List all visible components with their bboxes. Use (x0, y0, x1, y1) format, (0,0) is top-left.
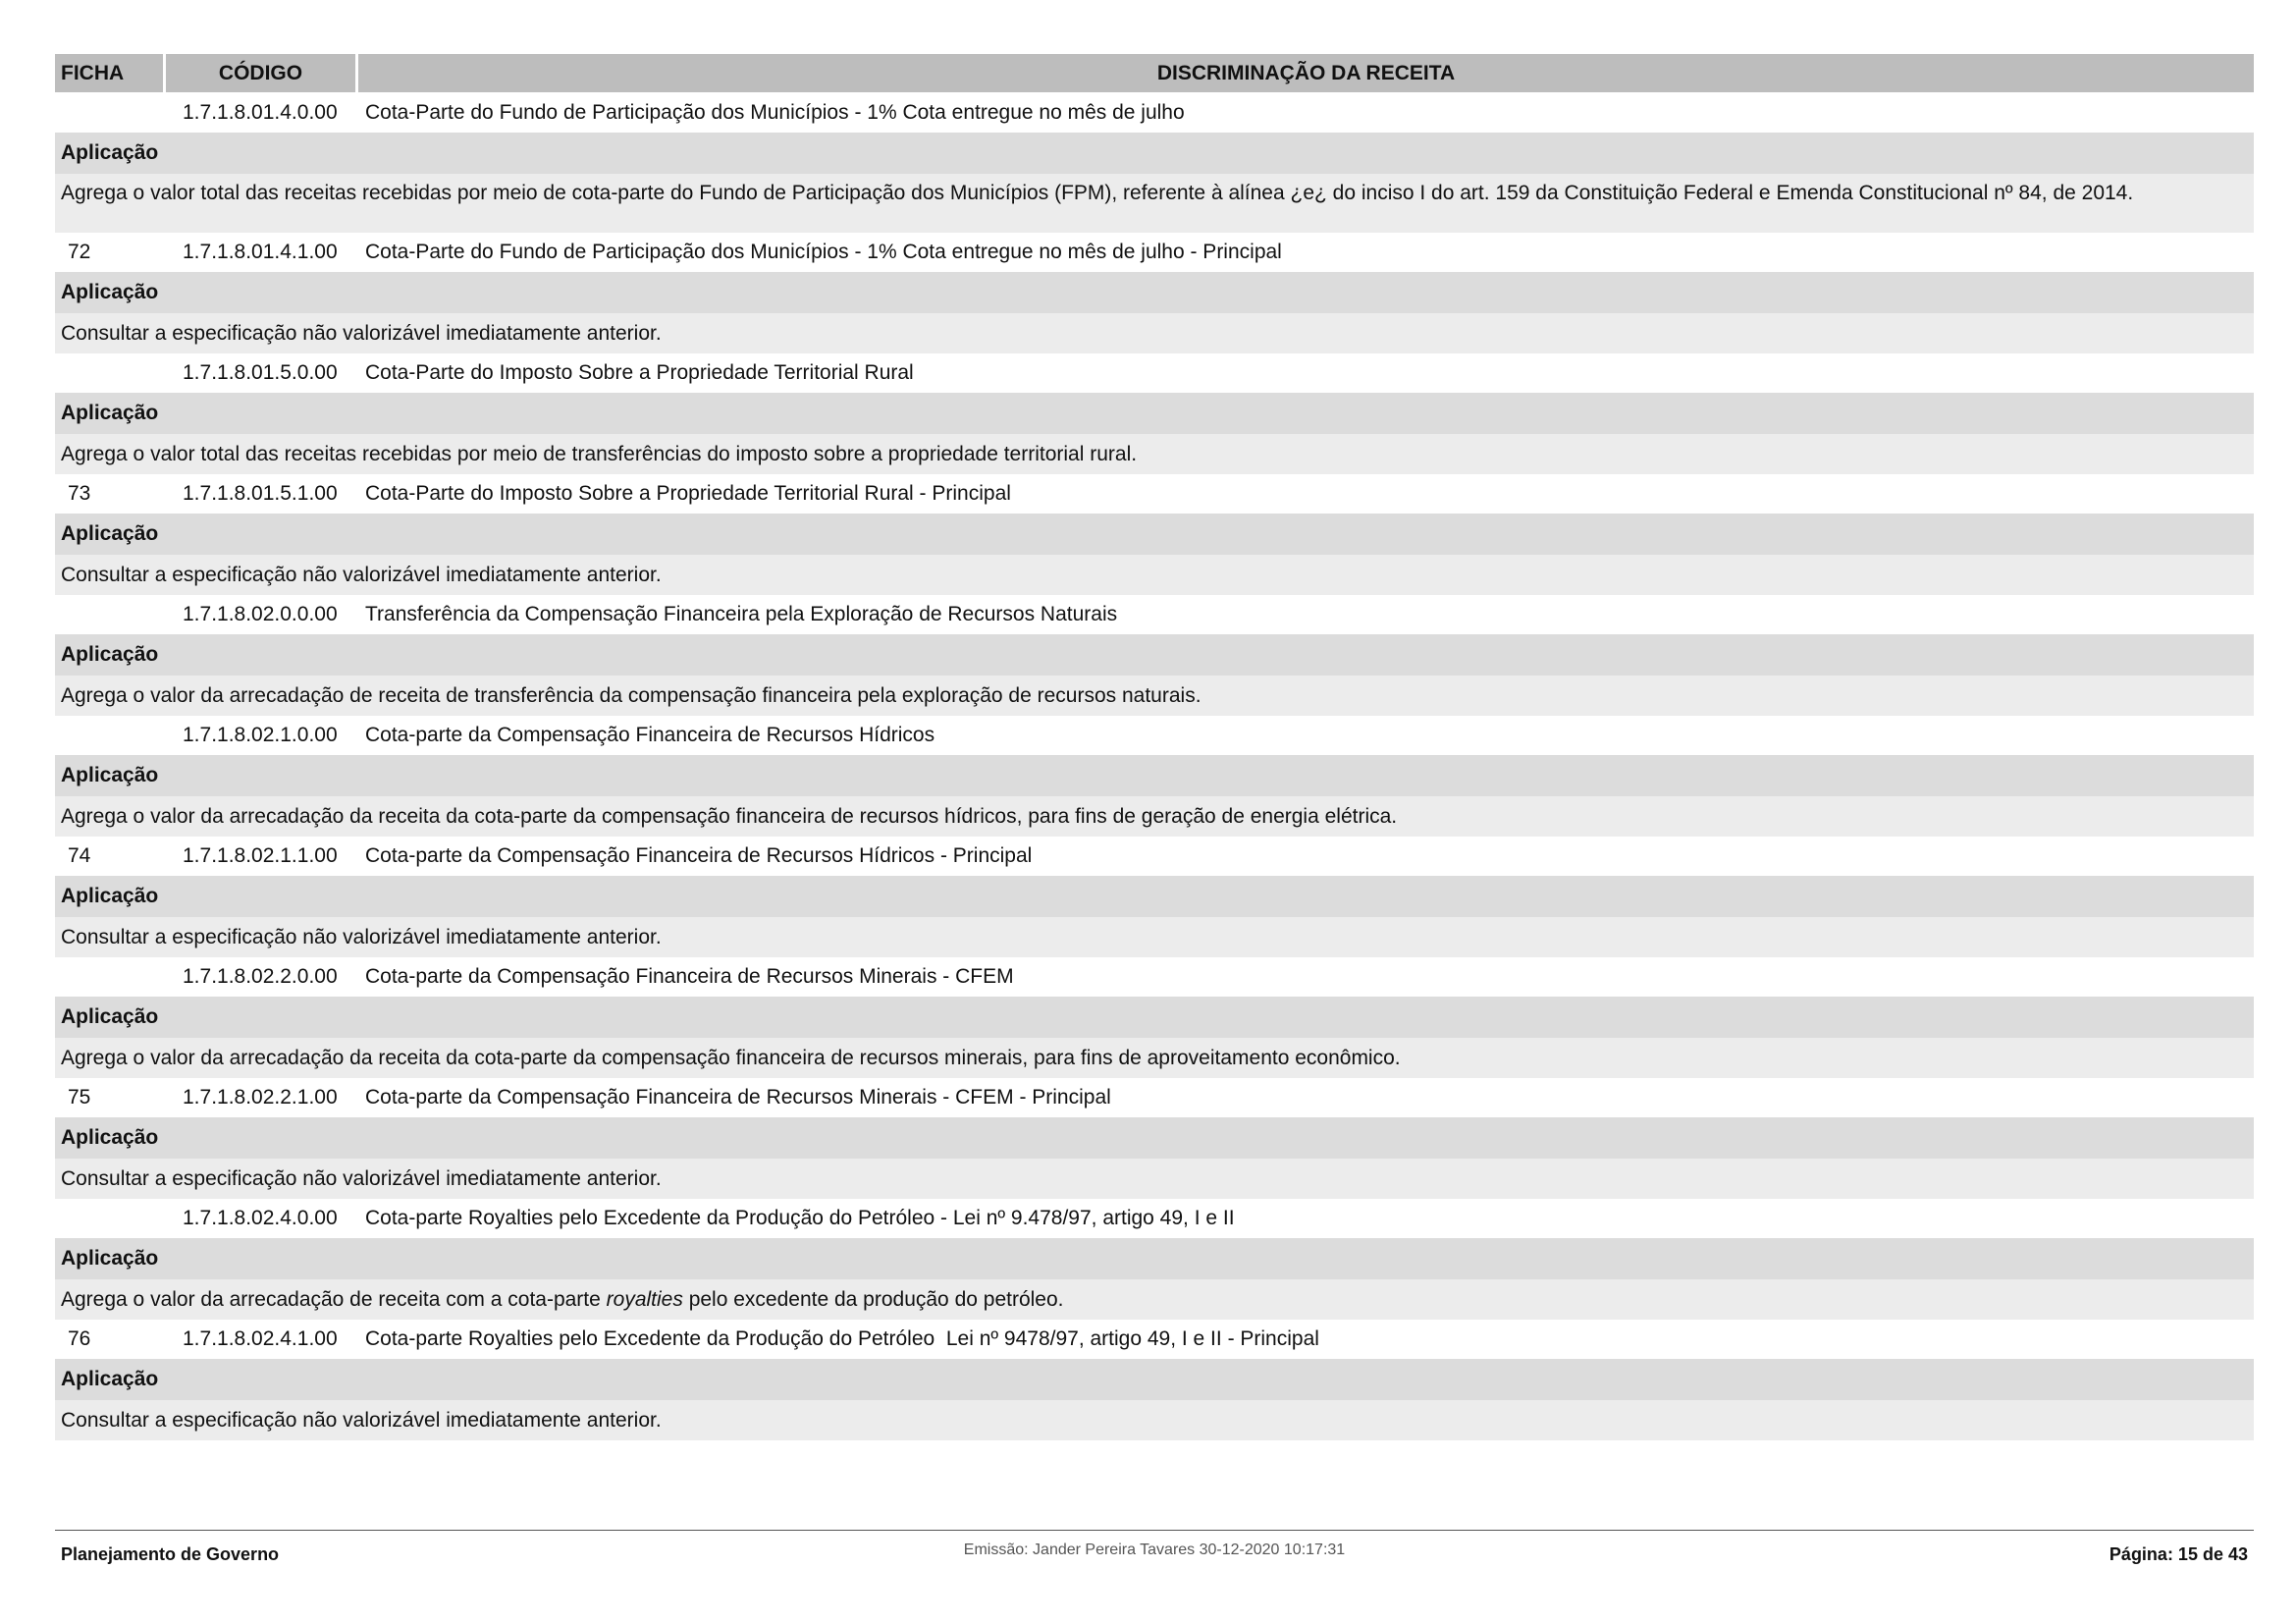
codigo-cell: 1.7.1.8.02.4.0.00 (183, 1207, 338, 1229)
ficha-cell: 73 (68, 482, 91, 505)
table-entry (55, 1199, 2254, 1320)
code-row (55, 716, 2254, 755)
descricao-cell: Cota-parte Royalties pelo Excedente da Produção do Petróleo Lei nº 9478/97, artigo 49, I e II - Principal (365, 1327, 1319, 1350)
descricao-cell: Cota-Parte do Imposto Sobre a Propriedade Territorial Rural (365, 361, 914, 384)
descricao-cell: Cota-parte da Compensação Financeira de Recursos Minerais - CFEM (365, 965, 1014, 988)
codigo-cell: 1.7.1.8.02.2.0.00 (183, 965, 338, 988)
aplicacao-text: Agrega o valor total das receitas recebidas por meio de transferências do imposto sobre a propriedade territorial rural. (55, 434, 2254, 474)
aplicacao-text (55, 1279, 2254, 1320)
aplicacao-label: Aplicação (55, 634, 2254, 676)
descricao-cell: Cota-Parte do Fundo de Participação dos Municípios - 1% Cota entregue no mês de julho - Principal (365, 241, 1282, 263)
aplicacao-label: Aplicação (55, 876, 2254, 917)
header-discriminacao: DISCRIMINAÇÃO DA RECEITA (358, 54, 2254, 92)
descricao-cell: Cota-parte da Compensação Financeira de Recursos Hídricos - Principal (365, 844, 1033, 867)
code-row (55, 1078, 2254, 1117)
codigo-cell: 1.7.1.8.02.2.1.00 (183, 1086, 338, 1109)
descricao-cell: Cota-parte Royalties pelo Excedente da Produção do Petróleo - Lei nº 9.478/97, artigo 49, I e II (365, 1207, 1235, 1229)
descricao-cell: Cota-parte da Compensação Financeira de Recursos Minerais - CFEM - Principal (365, 1086, 1111, 1109)
aplicacao-text: Agrega o valor total das receitas recebidas por meio de cota-parte do Fundo de Participação dos Municípios (FPM), referente à alínea ¿e¿ do inciso I do art. 159 da Constituição Federal e Emenda Constitucional nº 84, de 2014. (55, 174, 2254, 233)
descricao-cell: Cota-parte da Compensação Financeira de Recursos Hídricos (365, 724, 935, 746)
codigo-cell: 1.7.1.8.01.4.1.00 (183, 241, 338, 263)
code-row (55, 957, 2254, 997)
aplicacao-text: Consultar a especificação não valorizável imediatamente anterior. (55, 1159, 2254, 1199)
codigo-cell: 1.7.1.8.02.1.1.00 (183, 844, 338, 867)
descricao-cell: Transferência da Compensação Financeira pela Exploração de Recursos Naturais (365, 603, 1118, 625)
ficha-cell: 74 (68, 844, 91, 867)
aplicacao-text: Consultar a especificação não valorizável imediatamente anterior. (55, 555, 2254, 595)
code-row (55, 233, 2254, 272)
receita-table (55, 54, 2254, 1440)
table-entry (55, 1320, 2254, 1440)
code-row (55, 1199, 2254, 1238)
aplicacao-text: Consultar a especificação não valorizável imediatamente anterior. (55, 917, 2254, 957)
table-entry (55, 837, 2254, 957)
codigo-cell: 1.7.1.8.02.0.0.00 (183, 603, 338, 625)
aplicacao-text: Consultar a especificação não valorizável imediatamente anterior. (55, 313, 2254, 353)
codigo-cell: 1.7.1.8.01.4.0.00 (183, 101, 338, 124)
aplicacao-label: Aplicação (55, 393, 2254, 434)
code-row (55, 837, 2254, 876)
codigo-cell: 1.7.1.8.02.1.0.00 (183, 724, 338, 746)
code-row (55, 353, 2254, 393)
aplicacao-text: Agrega o valor da arrecadação da receita da cota-parte da compensação financeira de recursos minerais, para fins de aproveitamento econômico. (55, 1038, 2254, 1078)
codigo-cell: 1.7.1.8.02.4.1.00 (183, 1327, 338, 1350)
ficha-cell: 72 (68, 241, 91, 263)
descricao-cell: Cota-Parte do Imposto Sobre a Propriedade Territorial Rural - Principal (365, 482, 1011, 505)
table-entry (55, 233, 2254, 353)
ficha-cell: 75 (68, 1086, 91, 1109)
codigo-cell: 1.7.1.8.01.5.0.00 (183, 361, 338, 384)
codigo-cell: 1.7.1.8.01.5.1.00 (183, 482, 338, 505)
aplicacao-label: Aplicação (55, 755, 2254, 796)
code-row (55, 93, 2254, 133)
page-footer (55, 1530, 2254, 1564)
header-codigo: CÓDIGO (166, 54, 355, 92)
aplicacao-label: Aplicação (55, 1117, 2254, 1159)
table-entry (55, 1078, 2254, 1199)
aplicacao-label: Aplicação (55, 133, 2254, 174)
aplicacao-label: Aplicação (55, 272, 2254, 313)
aplicacao-text: Agrega o valor da arrecadação de receita de transferência da compensação financeira pela exploração de recursos naturais. (55, 676, 2254, 716)
aplicacao-label: Aplicação (55, 997, 2254, 1038)
footer-org: Planejamento de Governo (61, 1544, 280, 1564)
table-entry (55, 93, 2254, 233)
aplicacao-label: Aplicação (55, 1359, 2254, 1400)
ficha-cell: 76 (68, 1327, 91, 1350)
table-entry (55, 595, 2254, 716)
footer-page-number: Página: 15 de 43 (2109, 1544, 2248, 1564)
header-ficha: FICHA (55, 54, 163, 92)
aplicacao-text: Consultar a especificação não valorizável imediatamente anterior. (55, 1400, 2254, 1440)
code-row (55, 1320, 2254, 1359)
aplicacao-label: Aplicação (55, 514, 2254, 555)
table-entry (55, 474, 2254, 595)
footer-emission: Emissão: Jander Pereira Tavares 30-12-2020 10:17:31 (963, 1542, 1346, 1558)
table-entry (55, 716, 2254, 837)
aplicacao-text-pre: Agrega o valor da arrecadação de receita com a cota-parte (61, 1287, 607, 1311)
aplicacao-label: Aplicação (55, 1238, 2254, 1279)
aplicacao-text-em: royalties (606, 1287, 683, 1311)
code-row (55, 595, 2254, 634)
aplicacao-text: Agrega o valor da arrecadação da receita da cota-parte da compensação financeira de recursos hídricos, para fins de geração de energia elétrica. (55, 796, 2254, 837)
table-entry (55, 353, 2254, 474)
descricao-cell: Cota-Parte do Fundo de Participação dos Municípios - 1% Cota entregue no mês de julho (365, 101, 1185, 124)
code-row (55, 474, 2254, 514)
table-entry (55, 957, 2254, 1078)
table-header (55, 54, 2254, 92)
aplicacao-text-post: pelo excedente da produção do petróleo. (682, 1287, 1064, 1311)
